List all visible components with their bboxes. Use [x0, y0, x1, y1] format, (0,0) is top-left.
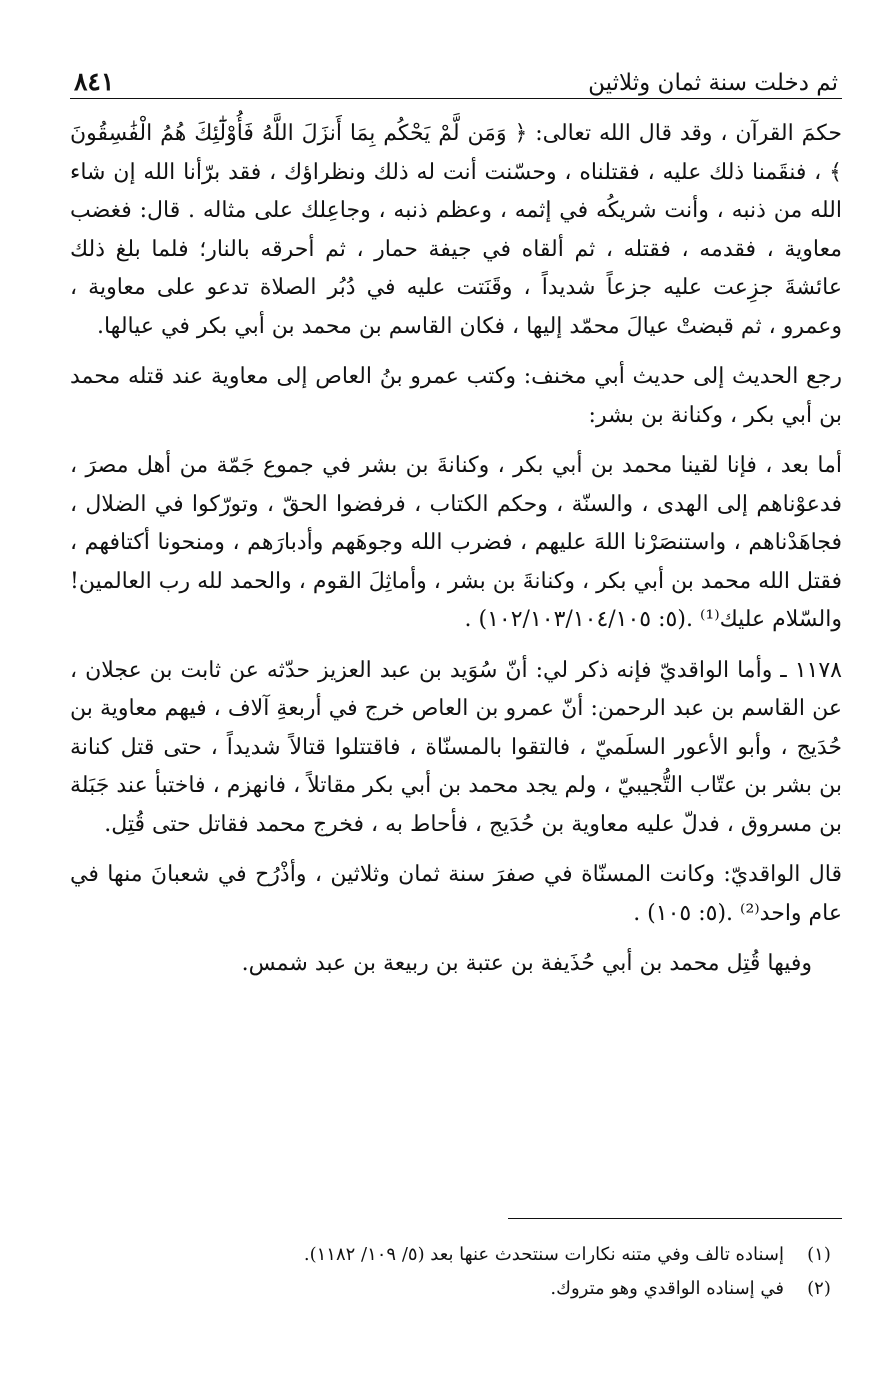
paragraph-muhammad-hudhayfa: وفيها قُتِل محمد بن أبي حُذَيفة بن عتبة بن ربيعة بن عبد شمس. [241, 951, 812, 976]
footnotes [70, 1238, 842, 1306]
running-header [70, 58, 842, 99]
body-text [70, 115, 842, 984]
book-page [70, 58, 842, 1299]
running-title: ثم دخلت سنة ثمان وثلاثين [588, 70, 838, 96]
page-number: ٨٤١ [74, 67, 115, 96]
footnote-item [70, 1272, 842, 1306]
paragraph-letter: أما بعد ، فإنا لقينا محمد بن أبي بكر ، وكنانةَ بن بشر في جموع جَمّة من أهل مصرَ ، فدعوْناهم إلى الهدى ، والسنّة ، وحكم الكتاب ، فرفضوا الحقّ ، وتورّكوا في الضلال ، فجاهَدْناهم ، واستنصَرْنا اللهَ عليهم ، فضرب الله وجوهَهم وأدبارَهم ، ومنحونا أكتافهم ، فقتل الله محمد بن أبي بكر ، وكنانةَ بن بشر ، وأماثِلَ القوم ، والحمد لله رب العالمين! والسّلام عليك⁽¹⁾ .(٥: ١٠٢/١٠٣/١٠٤/١٠٥) . [70, 453, 842, 632]
footnote-divider [508, 1218, 842, 1219]
paragraph-waqidi-1178: ١١٧٨ ـ وأما الواقديّ فإنه ذكر لي: أنّ سُوَيد بن عبد العزيز حدّثه عن ثابت بن عجلان ، عن القاسم بن عبد الرحمن: أنّ عمرو بن العاص خرج في أربعةِ آلاف ، فيهم معاوية بن حُدَيج ، وأبو الأعور السلَميّ ، فالتقوا بالمسنّاة ، فاقتتلوا قتالاً شديداً ، حتى قتل كنانة بن بشر بن عتّاب التُّجيبيّ ، ولم يجد محمد بن أبي بكر مقاتلاً ، فانهزم ، فاختبأ عند جَبَلة بن مسروق ، فدلّ عليه معاوية بن حُدَيج ، فأحاط به ، فخرج محمد فقاتل حتى قُتِل. [70, 657, 842, 837]
footnote-text: في إسناده الواقدي وهو متروك. [550, 1278, 784, 1299]
footnote-number: (١) [807, 1244, 831, 1265]
footnote-item [70, 1238, 842, 1272]
paragraph-quran-verse: حكمَ القرآن ، وقد قال الله تعالى: ﴿ وَمَن لَّمْ يَحْكُم بِمَا أَنزَلَ اللَّهُ فَأُوْلَٰٓئِكَ هُمُ الْفَٰسِقُونَ ﴾ ، فنقَمنا ذلك عليه ، فقتلناه ، وحسّنت أنت له ذلك ونظراؤك ، فقد برّأنا الله إن شاء الله من ذنبه ، وأنت شريكُه في إثمه ، وعظم ذنبه ، وجاعِلك على مثاله . قال: فغضب معاوية ، فقدمه ، فقتله ، ثم ألقاه في جيفة حمار ، ثم أحرقه بالنار؛ فلما بلغ ذلك عائشةَ جزِعت عليه جزعاً شديداً ، وقَنَتت عليه في دُبُر الصلاة تدعو على معاوية ، وعمرو ، ثم قبضتْ عيالَ محمّد إليها ، فكان القاسم بن محمد بن أبي بكر في عيالها. [70, 121, 842, 339]
paragraph-abu-mikhnaf: رجع الحديث إلى حديث أبي مخنف: وكتب عمرو بنُ العاص إلى معاوية عند قتله محمد بن أبي بكر ، وكنانة بن بشر: [70, 364, 842, 428]
paragraph-waqidi-date: قال الواقديّ: وكانت المسنّاة في صفرَ سنة ثمان وثلاثين ، وأذْرُح في شعبانَ منها في عام واحد⁽²⁾ .(٥: ١٠٥) . [70, 862, 842, 926]
footnote-number: (٢) [807, 1278, 831, 1299]
footnote-text: إسناده تالف وفي متنه نكارات سنتحدث عنها بعد (٥/ ١٠٩/ ١١٨٢). [303, 1244, 784, 1265]
